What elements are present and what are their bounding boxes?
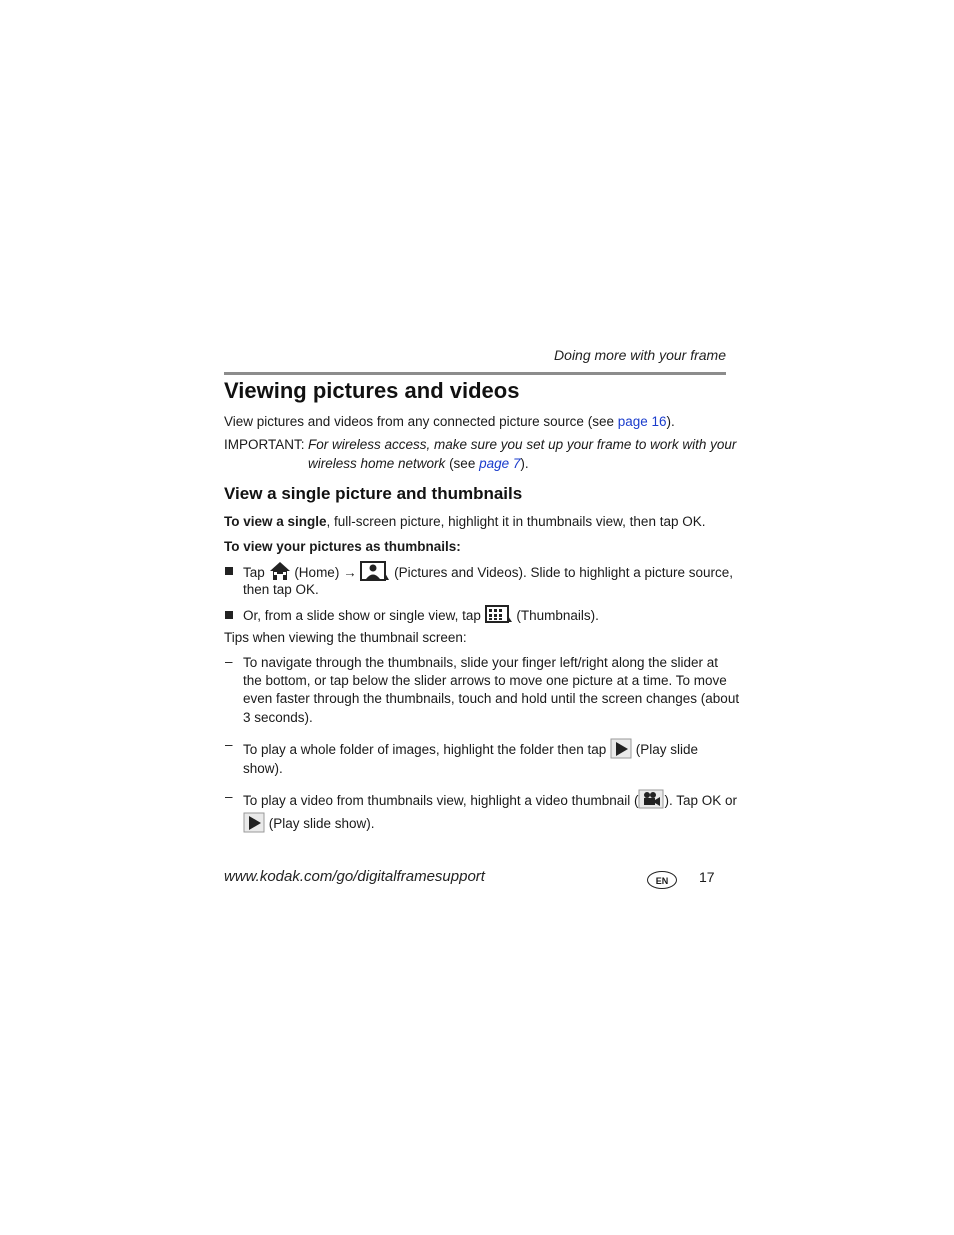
tips-intro: Tips when viewing the thumbnail screen:	[224, 630, 467, 645]
important-line-2	[308, 455, 529, 473]
header-rule	[224, 372, 726, 375]
pictures-videos-icon	[360, 561, 390, 586]
bullet-marker	[225, 611, 233, 619]
page-7-link[interactable]: page 7	[479, 456, 521, 471]
section-header: Doing more with your frame	[554, 347, 726, 363]
thumbnails-icon	[485, 605, 513, 628]
important-italic: wireless home network	[308, 456, 446, 471]
dash-marker: –	[225, 789, 233, 804]
language-badge: EN	[647, 871, 677, 889]
tip-1-line-2: the bottom, or tap below the slider arrows to move one picture at a time. To move	[243, 673, 727, 688]
intro-text: View pictures and videos from any connected picture source (see	[224, 414, 618, 429]
intro-paragraph	[224, 413, 675, 431]
bullet-1-home: (Home)	[294, 565, 340, 581]
arrow-glyph: →	[343, 565, 357, 581]
subheading: View a single picture and thumbnails	[224, 484, 523, 503]
video-camera-icon	[638, 789, 664, 814]
single-bold: To view a single	[224, 514, 327, 529]
bullet-marker	[225, 567, 233, 575]
bullet-1-line-2: then tap OK.	[243, 582, 319, 597]
tip-2-text: To play a whole folder of images, highlight the folder then tap	[243, 742, 607, 758]
intro-text-end: ).	[666, 414, 675, 429]
dash-marker: –	[225, 654, 233, 669]
dash-marker: –	[225, 737, 233, 752]
thumbnails-heading: To view your pictures as thumbnails:	[224, 539, 461, 554]
tip-1-line-1: To navigate through the thumbnails, slide your finger left/right along the slider at	[243, 655, 719, 670]
tip-3-after: ). Tap OK or	[664, 793, 737, 809]
play-slideshow-icon	[243, 811, 265, 838]
tip-1-line-3: even faster through the thumbnails, touch and hold until the screen changes (about	[243, 691, 740, 706]
page-16-link[interactable]: page 16	[617, 414, 667, 429]
support-url[interactable]: www.kodak.com/go/digitalframesupport	[224, 868, 485, 885]
bullet-1-rest: (Pictures and Videos). Slide to highlight a picture source,	[394, 565, 734, 581]
single-view-paragraph	[224, 513, 705, 531]
tip-3-line-2	[243, 811, 375, 838]
bullet-2-line	[243, 605, 599, 628]
tip-2-line-2: show).	[243, 761, 283, 776]
play-slideshow-icon	[610, 737, 632, 764]
important-line-1: For wireless access, make sure you set up your frame to work with your	[308, 437, 737, 452]
page-title: Viewing pictures and videos	[224, 378, 520, 403]
important-label: IMPORTANT:	[224, 437, 305, 452]
tip-2-line-1	[243, 737, 698, 764]
single-rest: , full-screen picture, highlight it in thumbnails view, then tap OK.	[326, 514, 706, 529]
important-end: ).	[520, 456, 529, 471]
bullet-2-rest: (Thumbnails).	[516, 608, 599, 624]
bullet-1-tap: Tap	[243, 565, 265, 581]
important-mid: (see	[445, 456, 480, 471]
tip-3-rest: (Play slide show).	[268, 816, 375, 832]
page-number: 17	[699, 869, 715, 885]
bullet-2-text: Or, from a slide show or single view, tap	[243, 608, 481, 624]
tip-3-text: To play a video from thumbnails view, highlight a video thumbnail (	[243, 793, 639, 809]
tip-1-line-4: 3 seconds).	[243, 710, 313, 725]
tip-2-after: (Play slide	[635, 742, 699, 758]
